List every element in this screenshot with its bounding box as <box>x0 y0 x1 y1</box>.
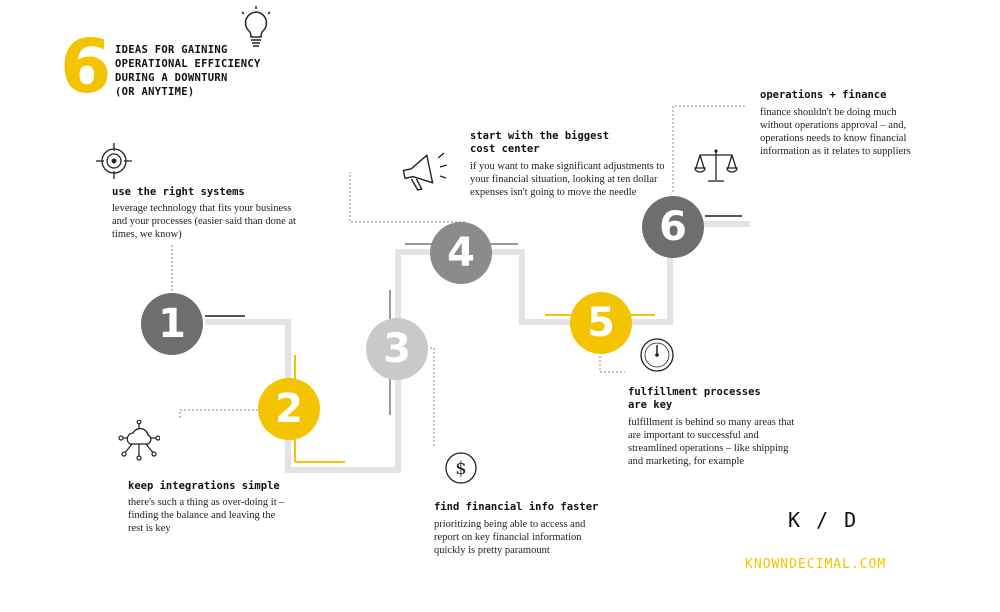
lightbulb-icon <box>238 6 274 50</box>
cloud-network-icon <box>118 420 160 462</box>
gauge-icon <box>639 337 675 373</box>
step-6-circle: 6 <box>642 196 704 258</box>
step-2-body: there's such a thing as over-doing it – finding the balance and leaving the rest is key <box>128 497 285 534</box>
step-4-body: if you want to make significant adjustments to your financial situation, looking at ten dollar expenses isn't going to move the needle <box>470 161 665 198</box>
scales-icon <box>694 148 738 184</box>
step-1-body: leverage technology that fits your business and your processes (easier said than done at times, we know) <box>112 203 296 240</box>
step-1-circle: 1 <box>141 293 203 355</box>
step-1-heading: use the right systems <box>112 186 245 198</box>
svg-text:$: $ <box>455 458 467 479</box>
step-6-body: finance shouldn't be doing much without operations approval – and, operations needs to know financial information as it relates to suppliers <box>760 107 911 157</box>
step-6-heading: operations + finance <box>760 89 887 101</box>
step-2-circle: 2 <box>258 378 320 440</box>
dollar-icon <box>444 451 478 485</box>
step-3-heading: find financial info faster <box>434 501 599 513</box>
step-5-body: fulfillment is behind so many areas that are important to successful and streamlined operations – like shipping and marketing, for example <box>628 417 795 467</box>
step-4-circle: 4 <box>430 222 492 284</box>
step-3-circle: 3 <box>366 318 428 380</box>
step-3-body: prioritizing being able to access and report on key financial information quickly is pretty paramount <box>434 519 586 556</box>
target-icon <box>96 143 132 179</box>
brand-website[interactable]: KNOWNDECIMAL.COM <box>745 557 887 572</box>
step-4-heading: start with the biggest cost center <box>470 130 610 155</box>
step-2-heading: keep integrations simple <box>128 480 280 492</box>
title-number: 6 <box>60 24 112 110</box>
brand-logo: K / D <box>788 508 859 532</box>
megaphone-icon <box>400 150 450 192</box>
step-5-heading: fulfillment processes are key <box>628 386 761 411</box>
step-5-circle: 5 <box>570 292 632 354</box>
title-text: IDEAS FOR GAINING OPERATIONAL EFFICIENCY DURING A DOWNTURN (OR ANYTIME) <box>115 44 261 98</box>
